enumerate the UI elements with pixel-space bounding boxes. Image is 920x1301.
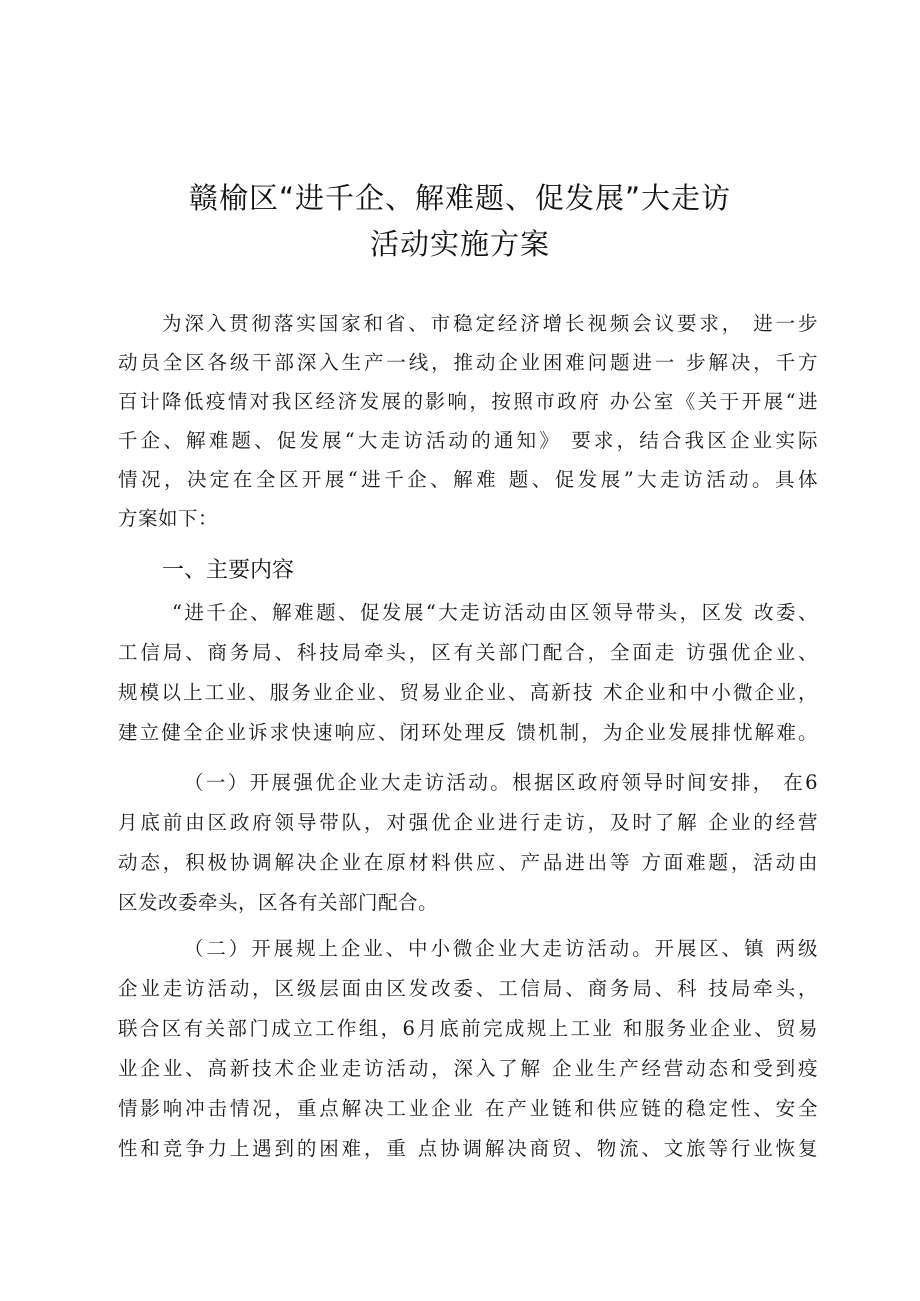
intro-line: 方案如下： bbox=[118, 507, 219, 530]
section-paragraph-line: 建立健全企业诉求快速响应、闭环处理反 馈机制，为企业发展排忧解难。 bbox=[118, 721, 818, 744]
subsection-1-line: （一）开展强优企业大走访活动。根据区政府领导时间安排， 在6 bbox=[184, 771, 818, 794]
intro-line: 百计降低疫情对我区经济发展的影响，按照市政府 办公室《关于开展“进 bbox=[118, 390, 818, 413]
document-title-line-1: 赣榆区“进千企、解难题、促发展”大走访 bbox=[188, 181, 732, 215]
subsection-1-line: 动态，积极协调解决企业在原材料供应、产品进出等 方面难题，活动由 bbox=[118, 851, 818, 874]
section-paragraph-line: 规模以上工业、服务业企业、贸易业企业、高新技 术企业和中小微企业， bbox=[118, 681, 818, 704]
intro-line: 为深入贯彻落实国家和省、市稳定经济增长视频会议要求， 进一步 bbox=[162, 312, 818, 335]
intro-line: 千企、解难题、促发展“大走访活动的通知》 要求，结合我区企业实际 bbox=[118, 429, 818, 452]
subsection-2-line: 情影响冲击情况，重点解决工业企业 在产业链和供应链的稳定性、安全 bbox=[118, 1097, 818, 1120]
subsection-2-line: 性和竞争力上遇到的困难，重 点协调解决商贸、物流、文旅等行业恢复 bbox=[118, 1137, 818, 1160]
subsection-2-line: 企业走访活动，区级层面由区发改委、工信局、商务局、科 技局牵头， bbox=[118, 977, 818, 1000]
intro-line: 动员全区各级干部深入生产一线，推动企业困难问题进一 步解决，千方 bbox=[118, 351, 818, 374]
subsection-2-line: 联合区有关部门成立工作组，6月底前完成规上工业 和服务业企业、贸易 bbox=[118, 1017, 818, 1040]
subsection-2-line: 业企业、高新技术企业走访活动，深入了解 企业生产经营动态和受到疫 bbox=[118, 1057, 818, 1080]
intro-line: 情况，决定在全区开展“进千企、解难 题、促发展”大走访活动。具体 bbox=[118, 468, 818, 491]
section-heading: 一、主要内容 bbox=[162, 558, 295, 583]
subsection-1-line: 区发改委牵头，区各有关部门配合。 bbox=[118, 891, 439, 914]
subsection-1-line: 月底前由区政府领导带队，对强优企业进行走访，及时了解 企业的经营 bbox=[118, 811, 818, 834]
document-title-line-2: 活动实施方案 bbox=[369, 227, 550, 261]
subsection-2-line: （二）开展规上企业、中小微企业大走访活动。开展区、镇 两级 bbox=[184, 937, 818, 960]
section-paragraph-line: “进千企、解难题、促发展“大走访活动由区领导带头，区发 改委、 bbox=[172, 601, 818, 624]
section-paragraph-line: 工信局、商务局、科技局牵头，区有关部门配合，全面走 访强优企业、 bbox=[118, 641, 818, 664]
